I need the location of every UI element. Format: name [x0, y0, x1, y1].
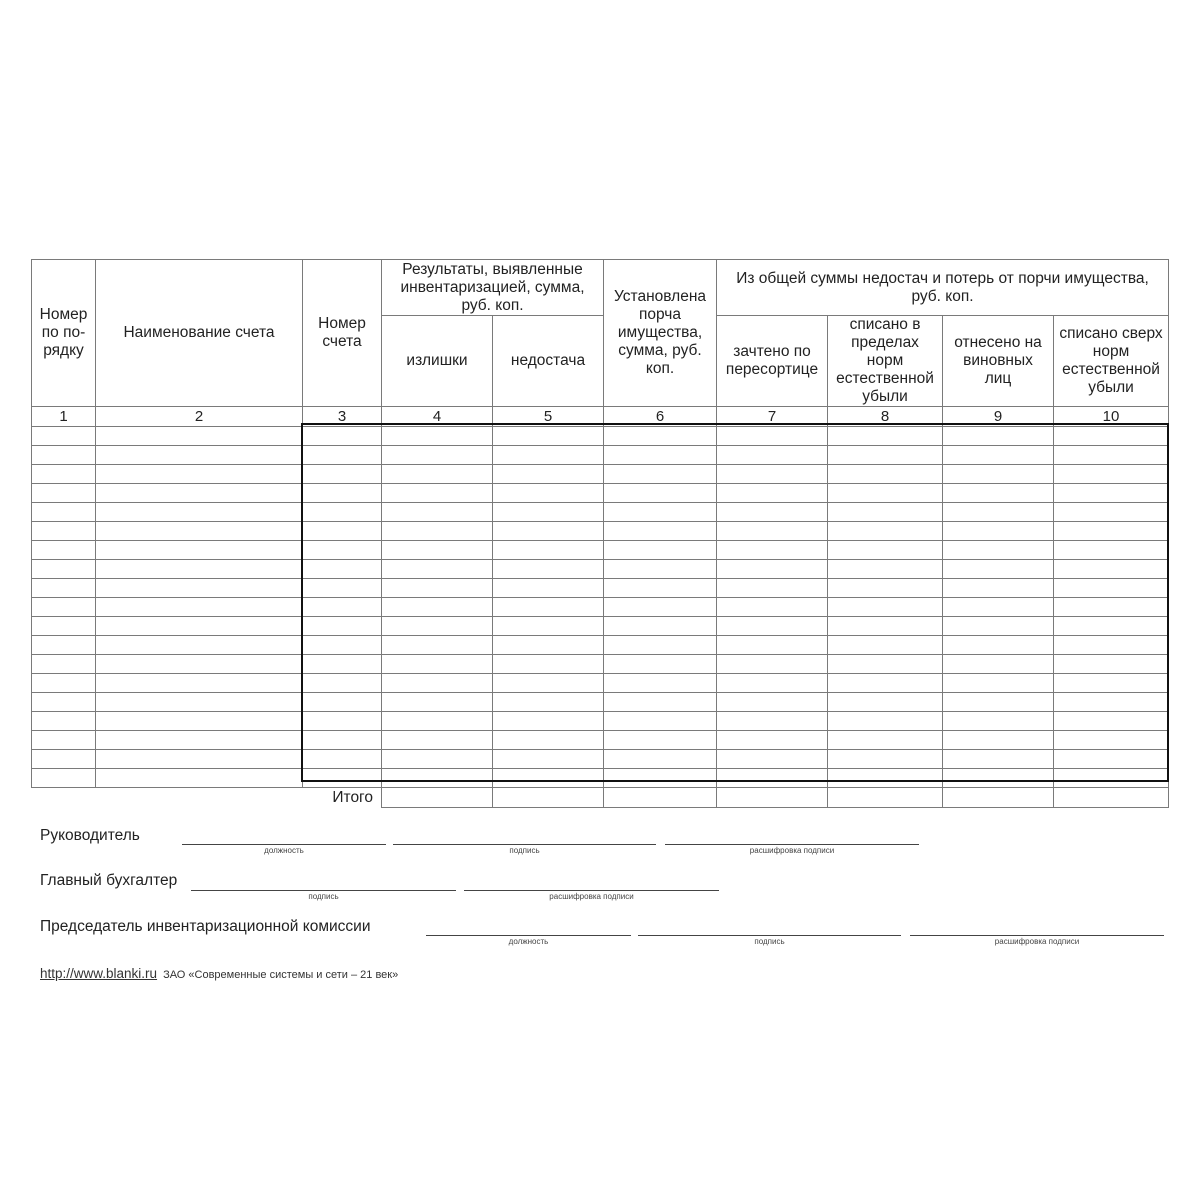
table-cell[interactable] — [382, 769, 493, 788]
table-cell[interactable] — [303, 750, 382, 769]
table-row — [32, 731, 1169, 750]
table-cell[interactable] — [943, 541, 1054, 560]
table-cell[interactable] — [828, 541, 943, 560]
table-cell[interactable] — [96, 446, 303, 465]
chief-accountant-label: Главный бухгалтер — [40, 872, 178, 889]
table-cell[interactable] — [32, 693, 96, 712]
table-cell[interactable] — [493, 427, 604, 446]
table-cell[interactable] — [303, 541, 382, 560]
table-cell[interactable] — [382, 560, 493, 579]
table-cell[interactable] — [96, 769, 303, 788]
table-cell[interactable] — [96, 522, 303, 541]
table-row — [32, 503, 1169, 522]
table-cell[interactable] — [303, 655, 382, 674]
table-cell[interactable] — [493, 465, 604, 484]
total-spacer — [32, 788, 96, 808]
table-cell[interactable] — [604, 769, 717, 788]
table-cell[interactable] — [493, 693, 604, 712]
table-cell[interactable] — [493, 750, 604, 769]
table-cell[interactable] — [96, 712, 303, 731]
table-cell[interactable] — [604, 674, 717, 693]
table-row — [32, 617, 1169, 636]
table-cell[interactable] — [32, 427, 96, 446]
table-cell[interactable] — [96, 484, 303, 503]
table-cell[interactable] — [828, 579, 943, 598]
table-cell[interactable] — [1054, 560, 1169, 579]
results-table — [31, 259, 1169, 808]
table-cell[interactable] — [32, 560, 96, 579]
table-cell[interactable] — [382, 617, 493, 636]
commission-chair-position-caption: должность — [508, 937, 549, 946]
table-cell[interactable] — [943, 636, 1054, 655]
table-cell[interactable] — [493, 541, 604, 560]
table-cell[interactable] — [96, 636, 303, 655]
table-cell[interactable] — [382, 465, 493, 484]
table-cell[interactable] — [382, 579, 493, 598]
table-cell[interactable] — [1054, 693, 1169, 712]
table-cell[interactable] — [1054, 446, 1169, 465]
table-cell[interactable] — [943, 465, 1054, 484]
table-cell[interactable] — [382, 598, 493, 617]
table-cell[interactable] — [96, 750, 303, 769]
total-cell[interactable] — [828, 788, 943, 808]
table-cell[interactable] — [493, 769, 604, 788]
table-cell[interactable] — [828, 598, 943, 617]
table-cell[interactable] — [493, 579, 604, 598]
total-cell[interactable] — [382, 788, 493, 808]
table-cell[interactable] — [382, 484, 493, 503]
table-cell[interactable] — [828, 484, 943, 503]
head-position-caption: должность — [264, 846, 304, 855]
table-cell[interactable] — [1054, 636, 1169, 655]
table-cell[interactable] — [717, 598, 828, 617]
table-cell[interactable] — [382, 674, 493, 693]
commission-chair-decode-line[interactable] — [910, 935, 1164, 936]
table-cell[interactable] — [493, 598, 604, 617]
table-cell[interactable] — [1054, 484, 1169, 503]
column-number: 7 — [717, 407, 828, 427]
total-row — [32, 788, 1169, 808]
table-cell[interactable] — [717, 674, 828, 693]
table-cell[interactable] — [943, 484, 1054, 503]
table-cell[interactable] — [32, 522, 96, 541]
header-natural-loss-within: списано в пределах норм естественной убыли — [828, 316, 943, 407]
table-cell[interactable] — [303, 769, 382, 788]
footer — [40, 966, 398, 981]
table-cell[interactable] — [717, 446, 828, 465]
table-cell[interactable] — [604, 655, 717, 674]
total-cell[interactable] — [1054, 788, 1169, 808]
column-number: 6 — [604, 407, 717, 427]
table-row — [32, 655, 1169, 674]
head-signature-line[interactable] — [393, 844, 656, 845]
table-cell[interactable] — [828, 465, 943, 484]
head-decode-line[interactable] — [665, 844, 919, 845]
table-cell[interactable] — [1054, 655, 1169, 674]
table-row — [32, 465, 1169, 484]
table-cell[interactable] — [382, 446, 493, 465]
table-cell[interactable] — [604, 465, 717, 484]
table-cell[interactable] — [943, 522, 1054, 541]
table-cell[interactable] — [717, 617, 828, 636]
table-cell[interactable] — [303, 465, 382, 484]
table-cell[interactable] — [717, 503, 828, 522]
table-cell[interactable] — [943, 712, 1054, 731]
table-cell[interactable] — [303, 446, 382, 465]
commission-chair-decode-caption: расшифровка подписи — [994, 937, 1080, 946]
table-cell[interactable] — [717, 769, 828, 788]
table-cell[interactable] — [303, 503, 382, 522]
table-cell[interactable] — [303, 617, 382, 636]
table-cell[interactable] — [382, 731, 493, 750]
total-cell[interactable] — [717, 788, 828, 808]
table-cell[interactable] — [1054, 427, 1169, 446]
table-cell[interactable] — [493, 560, 604, 579]
table-cell[interactable] — [943, 731, 1054, 750]
blanki-link[interactable]: http://www.blanki.ru — [40, 966, 158, 981]
total-cell[interactable] — [943, 788, 1054, 808]
table-cell[interactable] — [493, 731, 604, 750]
column-number: 10 — [1054, 407, 1169, 427]
table-row — [32, 712, 1169, 731]
table-cell[interactable] — [1054, 598, 1169, 617]
table-cell[interactable] — [32, 598, 96, 617]
table-cell[interactable] — [604, 750, 717, 769]
table-cell[interactable] — [828, 769, 943, 788]
table-cell[interactable] — [828, 693, 943, 712]
table-cell[interactable] — [96, 693, 303, 712]
table-cell[interactable] — [943, 769, 1054, 788]
table-cell[interactable] — [604, 446, 717, 465]
table-row — [32, 750, 1169, 769]
table-cell[interactable] — [1054, 579, 1169, 598]
table-cell[interactable] — [303, 522, 382, 541]
table-cell[interactable] — [717, 579, 828, 598]
table-cell[interactable] — [1054, 769, 1169, 788]
header-surplus: излишки — [382, 316, 493, 407]
table-cell[interactable] — [604, 712, 717, 731]
total-cell[interactable] — [493, 788, 604, 808]
table-cell[interactable] — [943, 693, 1054, 712]
table-cell[interactable] — [32, 579, 96, 598]
table-cell[interactable] — [717, 465, 828, 484]
table-cell[interactable] — [717, 655, 828, 674]
table-cell[interactable] — [828, 655, 943, 674]
table-cell[interactable] — [96, 541, 303, 560]
table-cell[interactable] — [493, 522, 604, 541]
table-cell[interactable] — [717, 750, 828, 769]
table-cell[interactable] — [1054, 712, 1169, 731]
table-cell[interactable] — [604, 579, 717, 598]
table-cell[interactable] — [493, 712, 604, 731]
head-position-line[interactable] — [182, 844, 386, 845]
head-signature-caption: подпись — [509, 846, 540, 855]
table-cell[interactable] — [828, 446, 943, 465]
table-cell[interactable] — [303, 560, 382, 579]
table-cell[interactable] — [303, 598, 382, 617]
table-cell[interactable] — [382, 636, 493, 655]
table-cell[interactable] — [303, 484, 382, 503]
table-cell[interactable] — [1054, 503, 1169, 522]
table-cell[interactable] — [32, 674, 96, 693]
table-cell[interactable] — [717, 427, 828, 446]
table-cell[interactable] — [828, 750, 943, 769]
table-cell[interactable] — [493, 446, 604, 465]
table-cell[interactable] — [96, 427, 303, 446]
column-number: 3 — [303, 407, 382, 427]
table-row — [32, 674, 1169, 693]
table-cell[interactable] — [32, 731, 96, 750]
head-decode-caption: расшифровка подписи — [749, 846, 835, 855]
table-cell[interactable] — [943, 655, 1054, 674]
table-cell[interactable] — [604, 560, 717, 579]
table-cell[interactable] — [604, 636, 717, 655]
table-cell[interactable] — [303, 731, 382, 750]
header-natural-loss-over: списано сверх норм естественной убыли — [1054, 316, 1169, 407]
table-cell[interactable] — [943, 427, 1054, 446]
column-number: 8 — [828, 407, 943, 427]
header-assigned-to-culprits: отнесено на виновных лиц — [943, 316, 1054, 407]
table-cell[interactable] — [717, 560, 828, 579]
table-cell[interactable] — [32, 655, 96, 674]
table-cell[interactable] — [96, 655, 303, 674]
header-shortage: недостача — [493, 316, 604, 407]
table-cell[interactable] — [493, 503, 604, 522]
table-cell[interactable] — [96, 617, 303, 636]
table-cell[interactable] — [32, 541, 96, 560]
table-cell[interactable] — [1054, 522, 1169, 541]
column-number: 9 — [943, 407, 1054, 427]
column-number: 4 — [382, 407, 493, 427]
total-cell[interactable] — [604, 788, 717, 808]
table-cell[interactable] — [604, 503, 717, 522]
table-cell[interactable] — [1054, 617, 1169, 636]
table-cell[interactable] — [32, 465, 96, 484]
table-cell[interactable] — [32, 712, 96, 731]
column-number: 5 — [493, 407, 604, 427]
table-cell[interactable] — [943, 503, 1054, 522]
table-cell[interactable] — [717, 693, 828, 712]
table-cell[interactable] — [943, 598, 1054, 617]
table-cell[interactable] — [303, 712, 382, 731]
table-cell[interactable] — [828, 674, 943, 693]
table-row — [32, 636, 1169, 655]
table-row — [32, 446, 1169, 465]
table-cell[interactable] — [303, 693, 382, 712]
commission-chair-signature-caption: подпись — [754, 937, 785, 946]
table-cell[interactable] — [96, 560, 303, 579]
chief-accountant-decode-caption: расшифровка подписи — [549, 892, 634, 901]
table-cell[interactable] — [382, 750, 493, 769]
table-cell[interactable] — [604, 617, 717, 636]
commission-chair-position-line[interactable] — [426, 935, 631, 936]
chief-accountant-decode-line[interactable] — [464, 890, 719, 891]
table-cell[interactable] — [32, 750, 96, 769]
table-cell[interactable] — [943, 617, 1054, 636]
header-row-number: Номер по по-рядку — [32, 260, 96, 407]
table-cell[interactable] — [828, 560, 943, 579]
table-cell[interactable] — [604, 522, 717, 541]
total-label: Итого — [332, 788, 373, 806]
head-label: Руководитель — [40, 827, 140, 844]
table-cell[interactable] — [493, 636, 604, 655]
commission-chair-signature-line[interactable] — [638, 935, 901, 936]
table-cell[interactable] — [1054, 541, 1169, 560]
table-cell[interactable] — [828, 427, 943, 446]
table-cell[interactable] — [493, 484, 604, 503]
table-cell[interactable] — [493, 655, 604, 674]
header-losses-breakdown: Из общей суммы недостач и потерь от порчи имущества, руб. коп. — [717, 260, 1169, 316]
table-cell[interactable] — [943, 446, 1054, 465]
table-cell[interactable] — [828, 617, 943, 636]
table-cell[interactable] — [382, 693, 493, 712]
table-cell[interactable] — [382, 503, 493, 522]
table-cell[interactable] — [1054, 674, 1169, 693]
table-cell[interactable] — [604, 598, 717, 617]
table-cell[interactable] — [493, 617, 604, 636]
table-cell[interactable] — [96, 598, 303, 617]
chief-accountant-signature-caption: подпись — [308, 892, 339, 901]
table-cell[interactable] — [1054, 731, 1169, 750]
table-cell[interactable] — [32, 484, 96, 503]
header-inventory-results: Результаты, выявленные инвентаризацией, сумма, руб. коп. — [382, 260, 604, 316]
table-cell[interactable] — [382, 712, 493, 731]
header-account-name: Наименование счета — [96, 260, 303, 407]
company-name: ЗАО «Современные системы и сети – 21 век» — [163, 969, 399, 981]
table-cell[interactable] — [828, 712, 943, 731]
chief-accountant-signature-line[interactable] — [191, 890, 456, 891]
table-cell[interactable] — [96, 674, 303, 693]
table-cell[interactable] — [382, 427, 493, 446]
table-cell[interactable] — [828, 731, 943, 750]
table-cell[interactable] — [32, 446, 96, 465]
column-number: 2 — [96, 407, 303, 427]
table-cell[interactable] — [717, 731, 828, 750]
table-row — [32, 484, 1169, 503]
table-cell[interactable] — [604, 427, 717, 446]
table-cell[interactable] — [303, 579, 382, 598]
column-number: 1 — [32, 407, 96, 427]
table-cell[interactable] — [303, 674, 382, 693]
table-cell[interactable] — [32, 617, 96, 636]
header-account-number: Номер счета — [303, 260, 382, 407]
header-regrading-offset: зачтено по пересортице — [717, 316, 828, 407]
total-spacer — [96, 788, 303, 808]
table-cell[interactable] — [382, 541, 493, 560]
table-cell[interactable] — [32, 636, 96, 655]
table-cell[interactable] — [604, 693, 717, 712]
table-cell[interactable] — [828, 636, 943, 655]
table-cell[interactable] — [382, 522, 493, 541]
table-cell[interactable] — [828, 503, 943, 522]
table-cell[interactable] — [943, 674, 1054, 693]
table-cell[interactable] — [303, 636, 382, 655]
table-cell[interactable] — [717, 522, 828, 541]
table-cell[interactable] — [1054, 750, 1169, 769]
table-cell[interactable] — [96, 579, 303, 598]
table-cell[interactable] — [96, 465, 303, 484]
table-cell[interactable] — [943, 560, 1054, 579]
commission-chair-label: Председатель инвентаризационной комиссии — [40, 918, 371, 935]
table-row — [32, 769, 1169, 788]
table-row — [32, 693, 1169, 712]
table-row — [32, 522, 1169, 541]
table-cell[interactable] — [717, 636, 828, 655]
table-cell[interactable] — [828, 522, 943, 541]
table-row — [32, 560, 1169, 579]
table-cell[interactable] — [717, 484, 828, 503]
table-row — [32, 427, 1169, 446]
table-cell[interactable] — [604, 484, 717, 503]
table-cell[interactable] — [943, 579, 1054, 598]
table-row — [32, 579, 1169, 598]
table-cell[interactable] — [943, 750, 1054, 769]
table-row — [32, 541, 1169, 560]
header-property-damage: Установлена порча имущества, сумма, руб. коп. — [604, 260, 717, 407]
table-cell[interactable] — [493, 674, 604, 693]
table-cell[interactable] — [303, 427, 382, 446]
table-cell[interactable] — [604, 731, 717, 750]
inventory-results-form — [31, 259, 1168, 808]
table-cell[interactable] — [32, 503, 96, 522]
column-numbers-row — [32, 407, 1169, 427]
table-row — [32, 598, 1169, 617]
table-cell[interactable] — [32, 769, 96, 788]
table-cell[interactable] — [96, 503, 303, 522]
table-cell[interactable] — [717, 541, 828, 560]
table-cell[interactable] — [382, 655, 493, 674]
table-cell[interactable] — [1054, 465, 1169, 484]
table-cell[interactable] — [604, 541, 717, 560]
table-cell[interactable] — [717, 712, 828, 731]
table-cell[interactable] — [96, 731, 303, 750]
